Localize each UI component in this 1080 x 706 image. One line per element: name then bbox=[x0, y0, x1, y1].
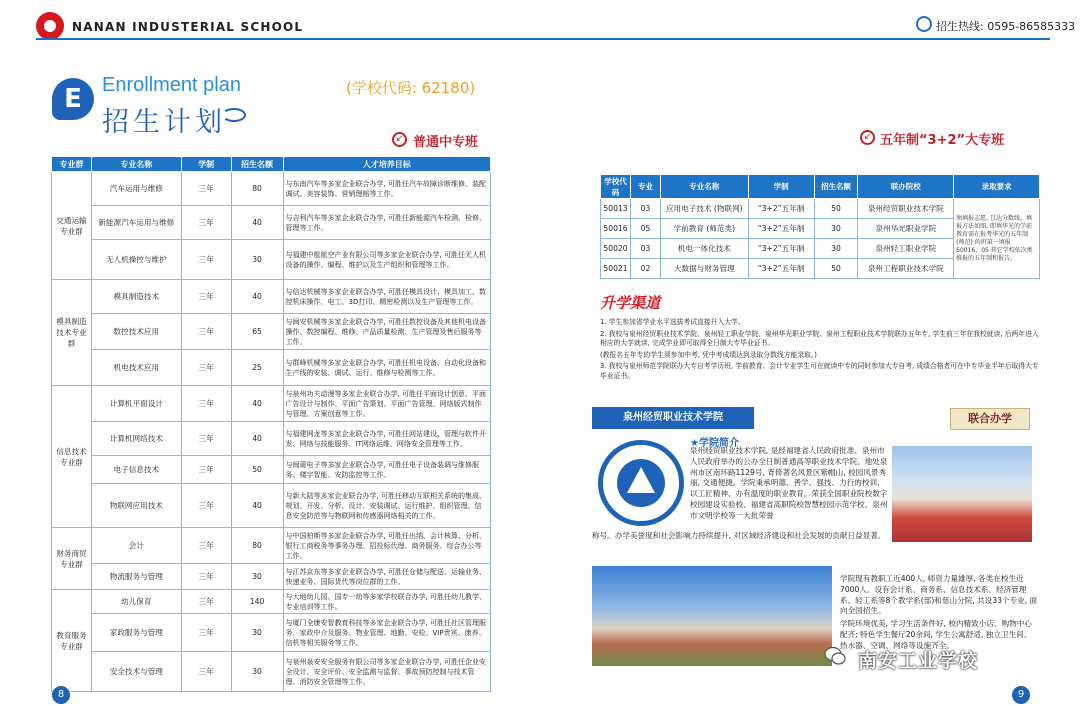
training-goal: 与厦门全康安智教育科技等多家企业联合办学, 可胜任社区管理服务、家政中介及服务、物业管理、地勤、安检、VIP贵宾、康养、信机等相关服务等工作。 bbox=[283, 614, 491, 652]
partner-college: 泉州经贸职业技术学院 bbox=[858, 199, 954, 219]
table-row bbox=[52, 350, 491, 386]
school-code-cell: 50016 bbox=[601, 219, 631, 239]
quota: 40 bbox=[231, 206, 283, 240]
header-divider bbox=[36, 38, 1050, 40]
table-row bbox=[601, 199, 1040, 219]
college-logo bbox=[598, 440, 684, 526]
table-row bbox=[52, 652, 491, 692]
training-goal: 与信达机械等多家企业联合办学, 可胜任模具设计、模具加工、数控机床操作、电工、3D打印、精密检测以及生产管理等工作。 bbox=[283, 280, 491, 314]
duration: 三年 bbox=[181, 350, 231, 386]
table-row bbox=[52, 240, 491, 280]
major-name: 计算机网络技术 bbox=[91, 422, 181, 456]
col-header: 专业名称 bbox=[660, 175, 748, 199]
major-name: 电子信息技术 bbox=[91, 456, 181, 484]
school-code-cell: 50021 bbox=[601, 259, 631, 279]
partner-college: 泉州轻工职业学院 bbox=[858, 239, 954, 259]
major-name: 数控技术应用 bbox=[91, 314, 181, 350]
quota: 30 bbox=[814, 219, 858, 239]
table-row bbox=[52, 422, 491, 456]
intro-paragraph: 泉州经贸职业技术学院, 是经福建省人民政府批准、泉州市人民政府举办的公办全日制普通高等职业技术学院。地处泉州市区南环路1129号, 背倚著名风景区紫帽山, 校园风景秀丽, 交通便捷。学院秉承明德、善学、强技、力行的校训, 以工匠精神、办有温度的职业教育。荣获全国职业院校数字校园建设实验校、福建省高职院校智慧校园示范学校、泉州市文明学校等一大批荣誉 bbox=[690, 446, 888, 520]
title-chinese: 招生计划 bbox=[102, 107, 226, 138]
training-goal: 与闽莆电子等多家企业联合办学, 可胜任电子设备装调与维修服务、楼宇智能、安防监控等工作。 bbox=[283, 456, 491, 484]
major-name: 机电一体化技术 bbox=[660, 239, 748, 259]
upgrade-list bbox=[600, 318, 1040, 384]
phone-icon bbox=[916, 16, 932, 32]
upgrade-item: 3. 我校与泉州师范学院联办大专自考学历班, 学前教育、会计专业学生可在就读中专的同时参加大专自考, 成绩合格者可在中专毕业半年后取得大专毕业证书。 bbox=[600, 362, 1039, 380]
quota: 30 bbox=[814, 239, 858, 259]
col-header: 人才培养目标 bbox=[283, 157, 491, 172]
admission-requirement: 须填报志愿, 且达分数线。填报方法如图, 即填华光的学前教育需在报考华光的五年制 (师范) 的班第一填报 50016、05 其它学校依次类推报的五年制和报告。 bbox=[954, 199, 1040, 279]
major-name: 家政服务与管理 bbox=[91, 614, 181, 652]
table-row bbox=[52, 590, 491, 614]
duration: “3+2”五年制 bbox=[748, 239, 814, 259]
enrollment-table bbox=[51, 156, 491, 692]
intro-heading: ★学院简介 bbox=[690, 438, 739, 449]
major-code: 03 bbox=[630, 239, 660, 259]
training-goal: 与新大陆等多家企业联合办学, 可胜任移动互联相关系统的集成、规划、开发、分析、设计、安装调试、运行维护、组织管理、信息安全防范等与物联网和传感器网络相关的工作。 bbox=[283, 484, 491, 528]
major-name: 机电技术应用 bbox=[91, 350, 181, 386]
major-name: 物联网应用技术 bbox=[91, 484, 181, 528]
duration: “3+2”五年制 bbox=[748, 199, 814, 219]
page-number-right: 9 bbox=[1012, 686, 1030, 704]
major-name: 会计 bbox=[91, 528, 181, 564]
page-number-left: 8 bbox=[52, 686, 70, 704]
major-name: 无人机操控与维护 bbox=[91, 240, 181, 280]
training-goal: 与福建网龙等多家企业联合办学, 可胜任网站建设、管理与软件开发、网络与技能服务、IT网络运维、网络安全管理等工作。 bbox=[283, 422, 491, 456]
training-goal: 与群峰机械等多家企业联合办学, 可胜任机电设备、自动化设备和生产线的安装、调试、运行、维修与检测等工作。 bbox=[283, 350, 491, 386]
table-row bbox=[52, 456, 491, 484]
school-logo bbox=[36, 12, 64, 40]
duration: 三年 bbox=[181, 564, 231, 590]
wechat-icon bbox=[824, 646, 846, 666]
arrow-badge-icon: ↙ bbox=[860, 130, 875, 145]
training-goal: 与泉州功夫动漫等多家企业联合办学, 可胜任平面设计创意、平面广告设计与制作、平面广告策划、平面广告管理、网络版式制作与管理、方案创意等工作。 bbox=[283, 386, 491, 422]
duration: 三年 bbox=[181, 614, 231, 652]
major-name: 安全技术与管理 bbox=[91, 652, 181, 692]
major-name: 应用电子技术 (物联网) bbox=[660, 199, 748, 219]
duration: 三年 bbox=[181, 528, 231, 564]
duration: 三年 bbox=[181, 484, 231, 528]
col-header: 录取要求 bbox=[954, 175, 1040, 199]
col-header: 联办院校 bbox=[858, 175, 954, 199]
major-code: 05 bbox=[630, 219, 660, 239]
col-header: 专业 bbox=[630, 175, 660, 199]
table-row bbox=[52, 564, 491, 590]
quota: 40 bbox=[231, 386, 283, 422]
upgrade-item: 2. 我校与泉州经贸职业技术学院、泉州轻工职业学院、泉州华光职业学院、泉州工程职业技术学院联办五年专, 学生前三年在我校就读, 后两年进入相应的大学就读, 完成学业即可取得全日制大专毕业证书。 bbox=[600, 329, 1039, 348]
quota: 140 bbox=[231, 590, 283, 614]
major-code: 03 bbox=[630, 199, 660, 219]
major-code: 02 bbox=[630, 259, 660, 279]
duration: 三年 bbox=[181, 206, 231, 240]
duration: 三年 bbox=[181, 652, 231, 692]
school-code: (学校代码: 62180) bbox=[346, 79, 476, 97]
joint-school-label: 联合办学 bbox=[950, 408, 1030, 430]
quota: 50 bbox=[814, 199, 858, 219]
quota: 25 bbox=[231, 350, 283, 386]
arrow-badge-icon: ↙ bbox=[392, 132, 407, 147]
col-header: 学制 bbox=[748, 175, 814, 199]
duration: 三年 bbox=[181, 280, 231, 314]
training-goal: 与泉州泉安安全服务有限公司等多家企业联合办学, 可胜任企业安全设计、安全评价、安全监测与监督、事故预防控制与技术管理、消防安全管理等工作。 bbox=[283, 652, 491, 692]
major-name: 大数据与财务管理 bbox=[660, 259, 748, 279]
hotline-text: 招生热线: 0595-86585333 bbox=[936, 20, 1076, 33]
table-row bbox=[52, 528, 491, 564]
training-goal: 与福建中航航空产业有限公司等多家企业联合办学, 可胜任无人机设备的操作、编程、维护以及生产组织和管理等工作。 bbox=[283, 240, 491, 280]
section-badge: E bbox=[52, 78, 94, 120]
col-header: 专业名称 bbox=[91, 157, 181, 172]
upgrade-title: 升学渠道 bbox=[600, 294, 661, 312]
school-code-cell: 50013 bbox=[601, 199, 631, 219]
quota: 80 bbox=[231, 172, 283, 206]
ceremony-photo bbox=[892, 446, 1032, 542]
major-name: 新能源汽车运用与维修 bbox=[91, 206, 181, 240]
partner-college: 泉州工程职业技术学院 bbox=[858, 259, 954, 279]
table-row bbox=[52, 484, 491, 528]
table-row bbox=[52, 386, 491, 422]
quota: 40 bbox=[231, 484, 283, 528]
training-goal: 与闽安机械等多家企业联合办学, 可胜任数控设备及其他机电设备操作、数控编程、维修、产品质量检测、生产管理及售后服务等工作。 bbox=[283, 314, 491, 350]
major-name: 物流服务与管理 bbox=[91, 564, 181, 590]
group-cell: 交通运输专业群 bbox=[52, 172, 92, 280]
col-header: 招生名额 bbox=[814, 175, 858, 199]
partner-college: 泉州华光职业学院 bbox=[858, 219, 954, 239]
major-name: 模具制造技术 bbox=[91, 280, 181, 314]
upgrade-item: (教报名五年专的学生须参加中考, 凭中考成绩达到录取分数线方能录取。) bbox=[600, 350, 817, 359]
section-heading-secondary: 五年制“3+2”大专班 bbox=[880, 133, 1005, 148]
training-goal: 与吉利汽车等多家企业联合办学, 可胜任新能源汽车检测、检修、管理等工作。 bbox=[283, 206, 491, 240]
school-code-cell: 50020 bbox=[601, 239, 631, 259]
group-cell: 教育服务专业群 bbox=[52, 590, 92, 692]
major-name: 幼儿保育 bbox=[91, 590, 181, 614]
intro-paragraph-continued: 称号。办学美誉度和社会影响力持续提升, 对区域经济建设和社会发展的贡献日益显著。 bbox=[592, 531, 886, 540]
quota: 65 bbox=[231, 314, 283, 350]
duration: 三年 bbox=[181, 456, 231, 484]
duration: 三年 bbox=[181, 422, 231, 456]
training-goal: 与大地幼儿园、国专一幼等多家学校联合办学, 可胜任幼儿教学、专业培训等工作。 bbox=[283, 590, 491, 614]
duration: “3+2”五年制 bbox=[748, 219, 814, 239]
group-cell: 信息技术专业群 bbox=[52, 386, 92, 528]
table-row bbox=[52, 614, 491, 652]
major-name: 汽车运用与维修 bbox=[91, 172, 181, 206]
major-name: 学前教育 (师范类) bbox=[660, 219, 748, 239]
duration: 三年 bbox=[181, 590, 231, 614]
group-cell: 模具制造技术专业群 bbox=[52, 280, 92, 386]
watermark-text: 南安工业学校 bbox=[858, 650, 979, 672]
training-goal: 与江苏京东等多家企业联合办学, 可胜任仓储与配送、运输业务、快递业务、国际货代等岗位群的工作。 bbox=[283, 564, 491, 590]
table-row bbox=[52, 280, 491, 314]
col-header: 招生名额 bbox=[231, 157, 283, 172]
major-name: 计算机平面设计 bbox=[91, 386, 181, 422]
duration: 三年 bbox=[181, 314, 231, 350]
quota: 50 bbox=[231, 456, 283, 484]
duration: 三年 bbox=[181, 240, 231, 280]
quota: 40 bbox=[231, 280, 283, 314]
college-detail: 学院环境优美, 学习生活条件好, 校内精致小店、购物中心配齐; 特色学生餐厅20余间, 学生公寓舒适, 独立卫生间、热水器、空调、网络等设施齐全。 bbox=[840, 619, 1032, 650]
college-details bbox=[840, 574, 1038, 654]
school-name: NANAN INDUSTERIAL SCHOOL bbox=[72, 20, 304, 34]
table-row bbox=[52, 314, 491, 350]
title-english: Enrollment plan bbox=[102, 74, 241, 96]
quota: 80 bbox=[231, 528, 283, 564]
college-detail: 学院现有教职工近400人, 师资力量雄厚, 各类在校生近7000人。设有会计系、商务系、信息技术系、经济管理系、轻工系等8个教学系(部)和慈山分院, 共设33个专业, 面向全国招生。 bbox=[840, 574, 1038, 616]
section-heading-secondary: 普通中专班 bbox=[413, 135, 479, 150]
col-header: 学制 bbox=[181, 157, 231, 172]
col-header: 专业群 bbox=[52, 157, 92, 172]
quota: 30 bbox=[231, 240, 283, 280]
upgrade-item: 1. 学生参加省学业水平选拔考试直接升入大学。 bbox=[600, 318, 745, 326]
cloud-swirl-icon bbox=[222, 108, 246, 122]
table-row bbox=[52, 172, 491, 206]
training-goal: 与中国柏斯等多家企业联合办学, 可胜任出纳、会计核算、分析、银行工商税务等事务办理、招投标代理、商务服务、综合办公等工作。 bbox=[283, 528, 491, 564]
quota: 40 bbox=[231, 422, 283, 456]
quota: 30 bbox=[231, 652, 283, 692]
campus-photo bbox=[592, 566, 832, 666]
five-year-table bbox=[600, 174, 1040, 279]
table-row bbox=[52, 206, 491, 240]
duration: “3+2”五年制 bbox=[748, 259, 814, 279]
col-header: 学校代码 bbox=[601, 175, 631, 199]
duration: 三年 bbox=[181, 386, 231, 422]
training-goal: 与东南汽车等多家企业联合办学, 可胜任汽车故障诊断维修、装配调试、美容装饰、营销理赔等工作。 bbox=[283, 172, 491, 206]
quota: 30 bbox=[231, 564, 283, 590]
quota: 30 bbox=[231, 614, 283, 652]
quota: 50 bbox=[814, 259, 858, 279]
duration: 三年 bbox=[181, 172, 231, 206]
college-name-banner: 泉州经贸职业技术学院 bbox=[592, 407, 754, 429]
group-cell: 财务商贸专业群 bbox=[52, 528, 92, 590]
